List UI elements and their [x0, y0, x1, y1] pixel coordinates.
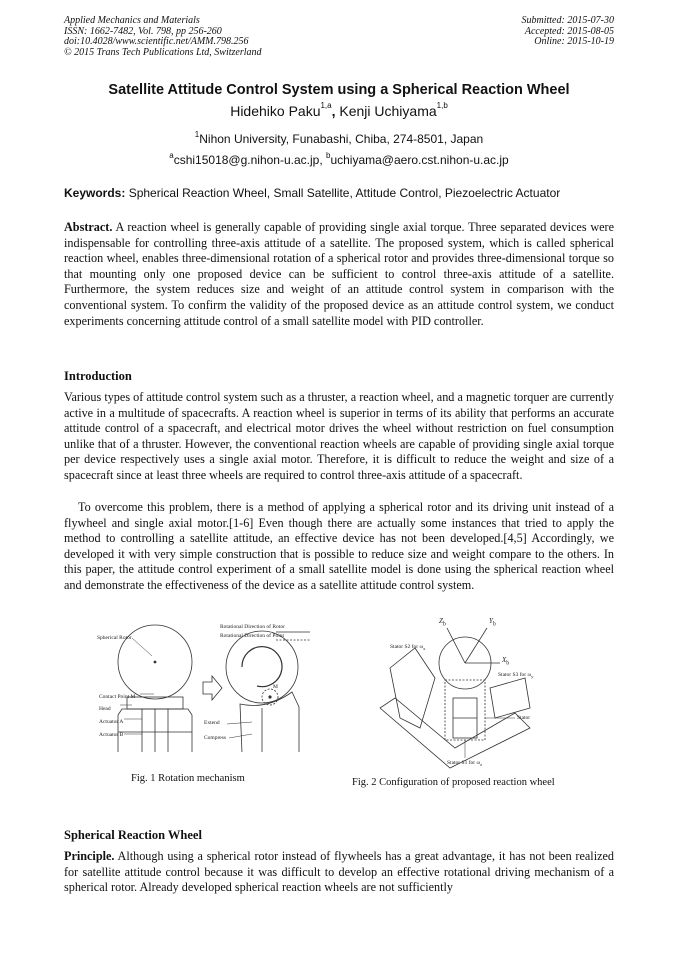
- label-rot-dir-rotor: Rotational Direction of Rotor: [220, 624, 285, 630]
- intro-paragraph-1: Various types of attitude control system such as a thruster, a reaction wheel, and a magnetic torquer are currently active in a multitude of spacecrafts. A reaction wheel is superior in terms of its ability that performs an accurate attitude control of a spacecraft, and electrical motor drives the wheel without restriction on fuel consumption unlike that of a thruster. However, the conventional reaction wheels are capable of providing single axial torque per device respectively uses a single axial motor. Therefore, it is difficult to reduce the weight and size of a spacecraft since at least three wheels are required to control three-axis attitude of a spacecraft.: [64, 390, 614, 482]
- author-emails: $^a$cshi15018@g.nihon-u.ac.jp, $^b$uchiyama@aero.cst.nihon-u.ac.jp: [169, 151, 509, 167]
- online-date: Online: 2015-10-19: [534, 36, 614, 47]
- figure-2-caption: Fig. 2 Configuration of proposed reaction wheel: [352, 777, 555, 788]
- journal-doi: doi:10.4028/www.scientific.net/AMM.798.256: [64, 36, 249, 47]
- figure-1-drawing: [92, 622, 322, 752]
- affiliation-marker: 1: [194, 130, 200, 139]
- transition-arrow-icon: [203, 676, 222, 700]
- keywords-text: Spherical Reaction Wheel, Small Satellite, Attitude Control, Piezoelectric Actuator: [128, 186, 561, 200]
- intro-paragraph-2: To overcome this problem, there is a method of applying a spherical rotor and its driving unit instead of a flywheel and single axial motor.[1-6] Even though there are actually some instances that tried to apply the method to controlling a satellite attitude, an effective device has not been developed.[4,5] Accordingly, we developed it with very simple construction that is possible to reduce size and weight compare to the others. In this paper, the attitude control experiment of a small satellite model is done using the spherical reaction wheel and demonstrate the effectiveness of the device as a satellite attitude control system.: [64, 500, 614, 592]
- label-stator-s2: Stator S2 for $\omega_x$: [390, 644, 426, 652]
- abstract-text: A reaction wheel is generally capable of providing single axial torque. Three separated devices were indispensable for controlling three-axis attitude of a satellite. The proposed system, which is called spherical reaction wheel, enables three-dimensional rotation of a spherical rotor and provides three-dimensional torque so that mounting only one proposed device can be sufficient to control three-axis attitude of a satellite. Furthermore, the system reduces size and weight of an attitude control system in comparison with the conventional system. To confirm the validity of the proposed device as an attitude control system, we conduct experiments concerning attitude control of a small satellite model with PID controller.: [64, 220, 614, 328]
- submission-dates: [522, 16, 615, 48]
- stator-s3: [490, 678, 530, 718]
- author-1-affil: 1,a: [320, 101, 332, 110]
- journal-name: Applied Mechanics and Materials: [64, 15, 200, 26]
- figure-1-caption: Fig. 1 Rotation mechanism: [131, 773, 245, 784]
- paper-title: Satellite Attitude Control System using a Spherical Reaction Wheel: [108, 82, 570, 98]
- label-point-m: M: [273, 684, 278, 690]
- affiliation-text: Nihon University, Funabashi, Chiba, 274-8501, Japan: [199, 132, 484, 146]
- label-xb: $X_b$: [502, 656, 510, 667]
- rotation-arrow: [242, 647, 282, 687]
- section-heading-introduction: Introduction: [64, 369, 132, 383]
- email-a: cshi15018@g.nihon-u.ac.jp: [173, 153, 320, 167]
- figure-1-rotation-mechanism: [92, 622, 322, 752]
- label-extend: Extend: [204, 720, 220, 726]
- label-stator-s1: Stator S1 for $\omega_z$: [447, 760, 483, 768]
- email-b: uchiyama@aero.cst.nihon-u.ac.jp: [330, 153, 509, 167]
- abstract: [64, 220, 614, 329]
- figure-2-drawing: [375, 618, 535, 778]
- author-2: Kenji Uchiyama: [339, 103, 437, 119]
- principle-label: Principle.: [64, 849, 115, 863]
- label-actuator-b: Actuator B: [99, 732, 124, 738]
- label-rot-dir-point: Rotational Direction of Point: [220, 633, 285, 639]
- label-stator: Stator: [517, 715, 531, 721]
- principle-text: Although using a spherical rotor instead of flywheels has a great advantage, it has not been realized for satellite attitude control because it was difficult to develop an effective rotational driving mechanism of a spherical rotor. Already developed spherical reaction wheels are not sufficiently: [64, 849, 614, 895]
- label-actuator-a: Actuator A: [99, 719, 124, 725]
- label-stator-s3: Stator S3 for $\omega_y$: [498, 672, 534, 680]
- email-b-marker: b: [326, 151, 331, 160]
- keywords-label: Keywords:: [64, 186, 126, 200]
- author-2-affil: 1,b: [436, 101, 448, 110]
- spherical-rotor-right: [226, 631, 298, 703]
- section-heading-srw: Spherical Reaction Wheel: [64, 828, 202, 842]
- label-contact-point: Contact Point M: [99, 694, 136, 700]
- label-yb: $Y_b$: [489, 617, 496, 628]
- stator-s2: [390, 648, 435, 728]
- actuator-block-right: [240, 692, 299, 752]
- author-list: Hidehiko Paku$^{1,a}$, Kenji Uchiyama$^{1,b}$: [230, 101, 448, 119]
- submitted-date: Submitted: 2015-07-30: [521, 15, 614, 26]
- label-spherical-rotor: Spherical Rotor: [97, 635, 132, 641]
- email-a-marker: a: [169, 151, 174, 160]
- label-compress: Compress: [204, 735, 226, 741]
- label-head: Head: [99, 706, 111, 712]
- label-zb: $Z_b$: [439, 617, 446, 628]
- journal-header: [64, 16, 262, 58]
- abstract-label: Abstract.: [64, 220, 113, 234]
- journal-issn: ISSN: 1662-7482, Vol. 798, pp 256-260: [64, 25, 222, 37]
- keywords: [64, 186, 560, 200]
- journal-copyright: © 2015 Trans Tech Publications Ltd, Switzerland: [64, 46, 262, 58]
- author-1: Hidehiko Paku: [230, 103, 321, 119]
- affiliation: [0, 132, 678, 146]
- base-frame: [380, 698, 530, 768]
- accepted-date: Accepted: 2015-08-05: [524, 25, 614, 37]
- figure-2-reaction-wheel: [375, 618, 535, 778]
- principle-paragraph: [64, 849, 614, 896]
